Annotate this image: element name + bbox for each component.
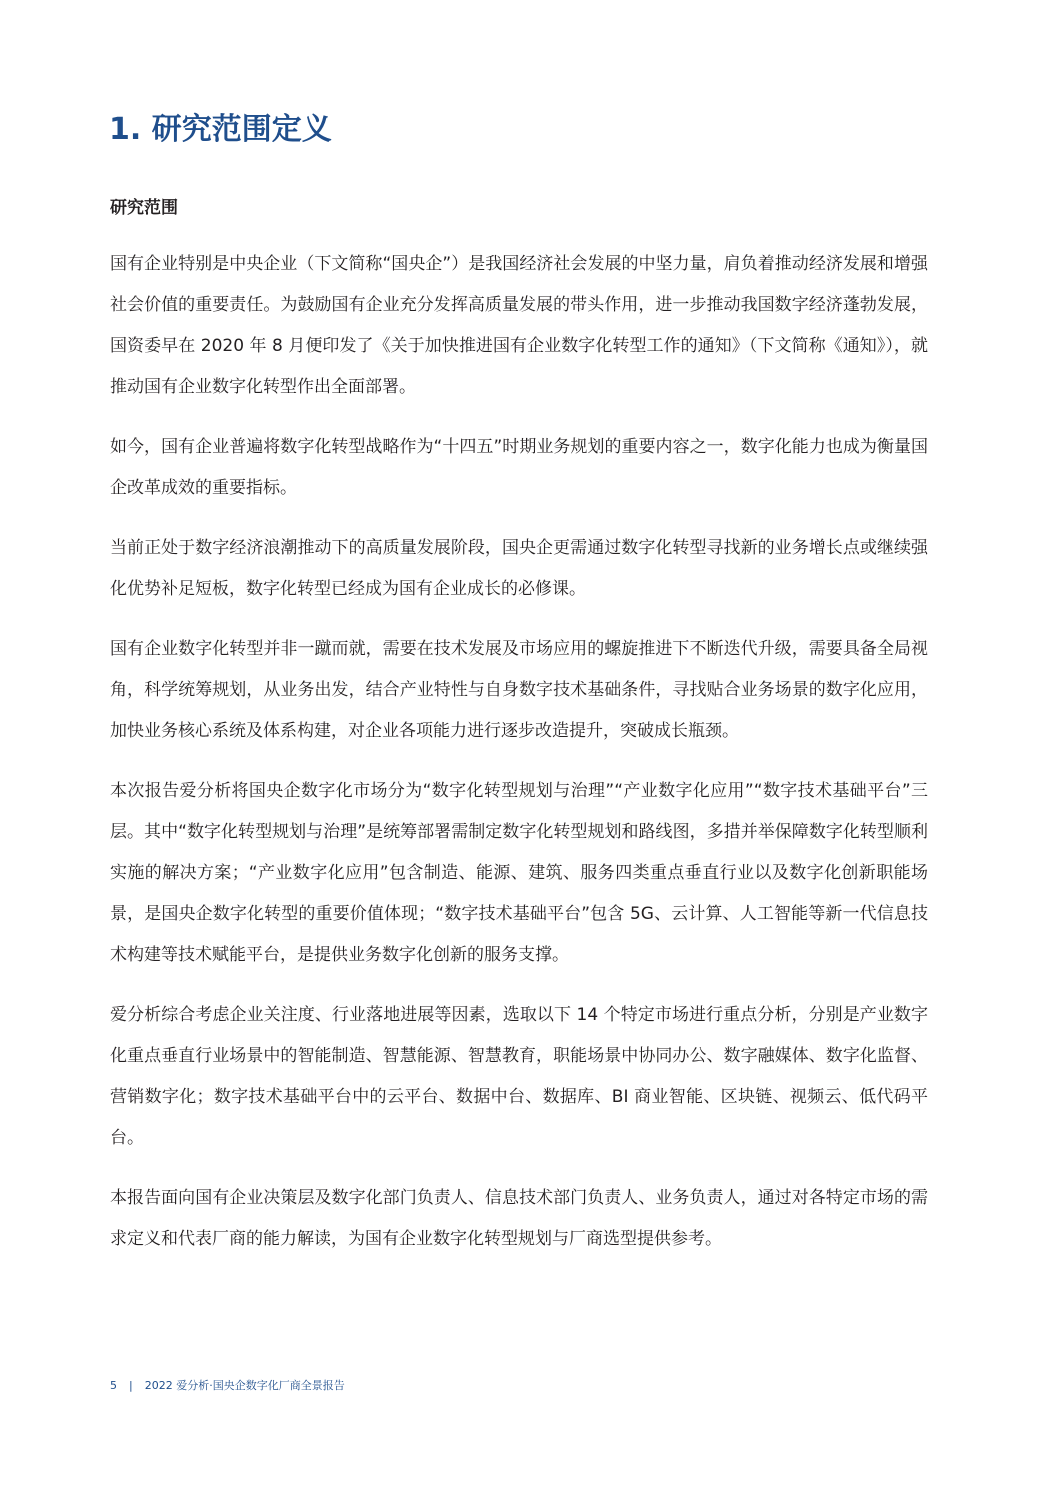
paragraph-2: 如今，国有企业普遍将数字化转型战略作为“十四五”时期业务规划的重要内容之一，数字化能力也成为衡量国企改革成效的重要指标。: [110, 437, 928, 498]
paragraph-6: 爱分析综合考虑企业关注度、行业落地进展等因素，选取以下 14 个特定市场进行重点分析，分别是产业数字化重点垂直行业场景中的智能制造、智慧能源、智慧教育，职能场景中协同办公、数字融媒体、数字化监督、营销数字化；数字技术基础平台中的云平台、数据中台、数据库、BI 商业智能、区块链、视频云、低代码平台。: [110, 1005, 928, 1148]
paragraph-1: 国有企业特别是中央企业（下文简称“国央企”）是我国经济社会发展的中坚力量，肩负着推动经济发展和增强社会价值的重要责任。为鼓励国有企业充分发挥高质量发展的带头作用，进一步推动我国数字经济蓬勃发展，国资委早在 2020 年 8 月便印发了《关于加快推进国有企业数字化转型工作的通知》（下文简称《通知》），就推动国有企业数字化转型作出全面部署。: [110, 254, 928, 397]
page-footer: [110, 1377, 345, 1395]
body-text: [110, 244, 928, 1279]
paragraph-7: 本报告面向国有企业决策层及数字化部门负责人、信息技术部门负责人、业务负责人，通过对各特定市场的需求定义和代表厂商的能力解读，为国有企业数字化转型规划与厂商选型提供参考。: [110, 1188, 928, 1249]
paragraph-3: 当前正处于数字经济浪潮推动下的高质量发展阶段，国央企更需通过数字化转型寻找新的业务增长点或继续强化优势补足短板，数字化转型已经成为国有企业成长的必修课。: [110, 538, 928, 599]
section-heading: 研究范围: [110, 198, 178, 218]
page-title: 1. 研究范围定义: [109, 112, 332, 147]
footer-separator: |: [129, 1379, 133, 1392]
paragraph-4: 国有企业数字化转型并非一蹴而就，需要在技术发展及市场应用的螺旋推进下不断迭代升级，需要具备全局视角，科学统筹规划，从业务出发，结合产业特性与自身数字技术基础条件，寻找贴合业务场景的数字化应用，加快业务核心系统及体系构建，对企业各项能力进行逐步改造提升，突破成长瓶颈。: [110, 639, 928, 741]
paragraph-5: 本次报告爱分析将国央企数字化市场分为“数字化转型规划与治理”“产业数字化应用”“数字技术基础平台”三层。其中“数字化转型规划与治理”是统筹部署需制定数字化转型规划和路线图，多措并举保障数字化转型顺利实施的解决方案；“产业数字化应用”包含制造、能源、建筑、服务四类重点垂直行业以及数字化创新职能场景，是国央企数字化转型的重要价值体现；“数字技术基础平台”包含 5G、云计算、人工智能等新一代信息技术构建等技术赋能平台，是提供业务数字化创新的服务支撑。: [110, 781, 928, 965]
report-name: 2022 爱分析·国央企数字化厂商全景报告: [144, 1379, 345, 1392]
page-number: 5: [110, 1379, 117, 1392]
